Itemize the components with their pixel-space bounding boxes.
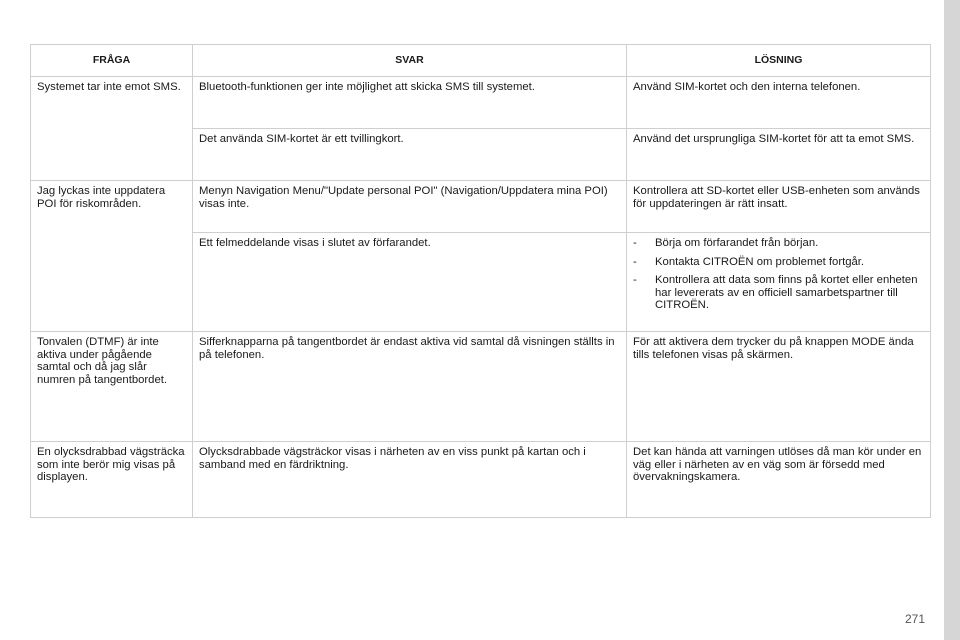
answer-cell: Sifferknapparna på tangentbordet är endast aktiva vid samtal då visningen ställts in på telefonen. [193,332,627,442]
solution-cell: Kontrollera att SD-kortet eller USB-enheten som används för uppdateringen är rätt insatt. [627,181,930,233]
table-row [31,181,930,233]
solution-step: - Kontakta CITROËN om problemet fortgår. [633,256,924,269]
page-number: 271 [905,612,926,626]
solution-steps [633,237,924,312]
faq-table [30,44,931,518]
side-tab [944,0,960,640]
solution-cell: Det kan hända att varningen utlöses då man kör under en väg eller i närheten av en väg som är försedd med övervakningskamera. [633,446,922,483]
table-row [31,442,930,517]
header-solution: LÖSNING [627,45,930,77]
question-cell: Tonvalen (DTMF) är inte aktiva under pågående samtal och då jag slår numren på tangentbordet. [31,332,193,442]
table-row [31,77,930,129]
answer-cell: Det använda SIM-kortet är ett tvillingkort. [193,129,627,181]
solution-cell [627,233,930,332]
header-row [31,45,930,77]
question-cell: Jag lyckas inte uppdatera POI för riskområden. [31,181,193,332]
solution-step: - Kontrollera att data som finns på kortet eller enheten har levererats av en officiell samarbetspartner till CITROËN. [633,274,924,312]
solution-cell: Använd det ursprungliga SIM-kortet för att ta emot SMS. [627,129,930,181]
solution-cell: Använd SIM-kortet och den interna telefonen. [627,77,930,129]
table-row [31,332,930,442]
question-cell: Systemet tar inte emot SMS. [31,77,193,181]
solution-step: - Börja om förfarandet från början. [633,237,924,250]
answer-cell: Ett felmeddelande visas i slutet av förfarandet. [193,233,627,332]
answer-cell: Menyn Navigation Menu/"Update personal POI" (Navigation/Uppdatera mina POI) visas inte. [193,181,627,233]
answer-cell: Bluetooth-funktionen ger inte möjlighet att skicka SMS till systemet. [193,77,627,129]
answer-cell: Olycksdrabbade vägsträckor visas i närheten av en viss punkt på kartan och i samband med en färdriktning. [193,442,627,517]
solution-cell: För att aktivera dem trycker du på knappen MODE ända tills telefonen visas på skärmen. [627,332,930,442]
question-cell: En olycksdrabbad vägsträcka som inte berör mig visas på displayen. [31,442,193,517]
header-question: FRÅGA [31,45,193,77]
header-answer: SVAR [193,45,627,77]
